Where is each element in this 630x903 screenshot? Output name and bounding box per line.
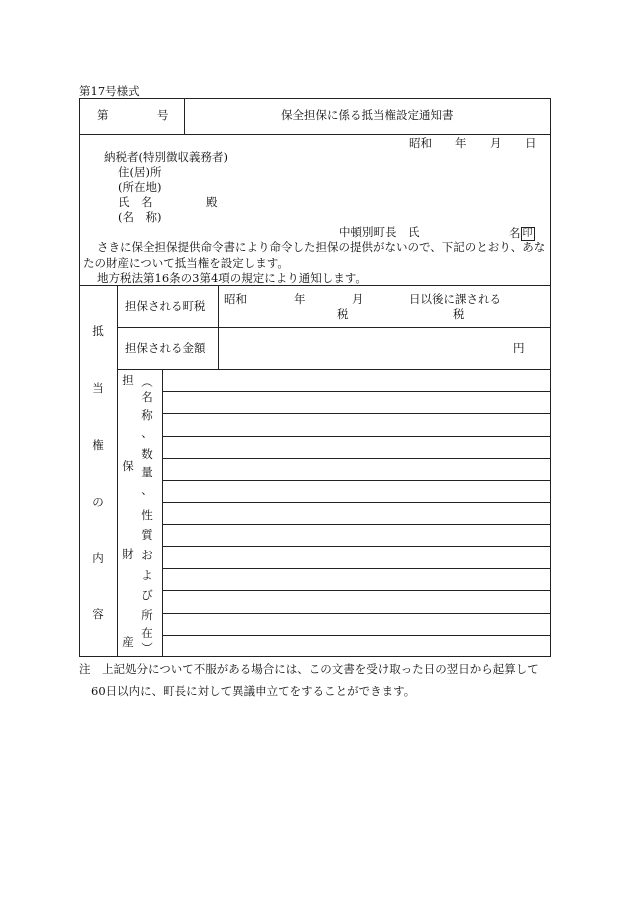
prop-detail-char: よ bbox=[141, 568, 153, 582]
prop-detail-char: 称 bbox=[141, 408, 153, 422]
property-line bbox=[162, 590, 551, 591]
note-line-1: 注 上記処分について不服がある場合には、この文書を受け取った日の翌日から起算して bbox=[79, 662, 539, 676]
location-label: (所在地) bbox=[118, 180, 162, 194]
side-char: 抵 bbox=[92, 324, 104, 338]
property-line bbox=[162, 568, 551, 569]
side-column-divider bbox=[117, 285, 118, 657]
prop-detail-char: 数 bbox=[141, 447, 153, 461]
name-suffix-text: 名 bbox=[509, 226, 521, 240]
issuer-mayor: 中頓別町長 氏 bbox=[339, 225, 420, 239]
row2-label: 担保される金額 bbox=[125, 341, 206, 355]
prop-detail-char: 名 bbox=[141, 390, 153, 404]
prop-detail-char: 、 bbox=[141, 483, 153, 497]
row1-month: 月 bbox=[352, 292, 364, 306]
property-line bbox=[162, 502, 551, 503]
property-line bbox=[162, 524, 551, 525]
row1-year: 年 bbox=[294, 292, 306, 306]
prop-detail-char: お bbox=[141, 548, 153, 562]
row2-unit: 円 bbox=[513, 341, 525, 355]
header-vdivider bbox=[184, 98, 185, 134]
date-era: 昭和 bbox=[409, 136, 432, 150]
number-label-second: 号 bbox=[157, 108, 169, 122]
prop-char: 財 bbox=[122, 547, 134, 561]
taxpayer-label: 納税者(特別徴収義務者) bbox=[104, 150, 228, 164]
name-label: 氏 名 bbox=[118, 195, 153, 209]
note-line-2: 60日以内に、町長に対して異議申立てをすることができます。 bbox=[91, 684, 416, 698]
property-line bbox=[162, 546, 551, 547]
property-line bbox=[162, 413, 551, 414]
side-char: 内 bbox=[92, 551, 104, 565]
side-char: 権 bbox=[92, 438, 104, 452]
entity-name-label: (名 称) bbox=[118, 210, 162, 224]
document-title: 保全担保に係る抵当権設定通知書 bbox=[281, 108, 454, 122]
header-divider bbox=[79, 134, 551, 135]
prop-detail-char: 、 bbox=[141, 426, 153, 440]
row1-tax-2: 税 bbox=[453, 307, 465, 321]
property-line bbox=[162, 391, 551, 392]
side-char: 容 bbox=[92, 607, 104, 621]
form-number: 第17号様式 bbox=[79, 84, 140, 98]
property-line bbox=[162, 480, 551, 481]
row2-divider bbox=[117, 369, 551, 370]
prop-detail-char: 在 bbox=[141, 626, 153, 640]
side-char: の bbox=[92, 495, 104, 509]
property-line bbox=[162, 635, 551, 636]
prop-detail-char: 所 bbox=[141, 608, 153, 622]
prop-char: 産 bbox=[122, 635, 134, 649]
body-line-3: 地方税法第16条の3第4項の規定により通知します。 bbox=[97, 271, 367, 285]
number-label-first: 第 bbox=[97, 108, 109, 122]
property-line bbox=[162, 436, 551, 437]
honorific: 殿 bbox=[206, 195, 218, 209]
prop-detail-char: 性 bbox=[141, 508, 153, 522]
row1-divider bbox=[117, 327, 551, 328]
address-label: 住(居)所 bbox=[118, 165, 162, 179]
table-top-divider bbox=[79, 285, 551, 286]
date-day: 日 bbox=[525, 136, 537, 150]
body-line-1: さきに保全担保提供命令書により命令した担保の提供がないので、下記のとおり、あな bbox=[97, 240, 546, 254]
prop-detail-char: 量 bbox=[141, 465, 153, 479]
prop-detail-char: 質 bbox=[141, 528, 153, 542]
date-month: 月 bbox=[490, 136, 502, 150]
body-line-2: たの財産について抵当権を設定します。 bbox=[83, 256, 289, 270]
row1-after: 日以後に課される bbox=[409, 292, 501, 306]
row1-era: 昭和 bbox=[224, 292, 247, 306]
prop-detail-char: び bbox=[141, 588, 153, 602]
side-char: 当 bbox=[92, 381, 104, 395]
row1-tax-1: 税 bbox=[337, 307, 349, 321]
seal-mark: 印 bbox=[522, 228, 533, 239]
date-year: 年 bbox=[455, 136, 467, 150]
prop-char: 担 bbox=[122, 373, 134, 387]
property-line bbox=[162, 613, 551, 614]
prop-detail-char: ︶ bbox=[141, 641, 153, 655]
row1-label: 担保される町税 bbox=[125, 299, 206, 313]
issuer-name-suffix bbox=[509, 227, 535, 241]
prop-char: 保 bbox=[122, 459, 134, 473]
prop-detail-char: ︵ bbox=[141, 375, 153, 389]
property-line bbox=[162, 458, 551, 459]
